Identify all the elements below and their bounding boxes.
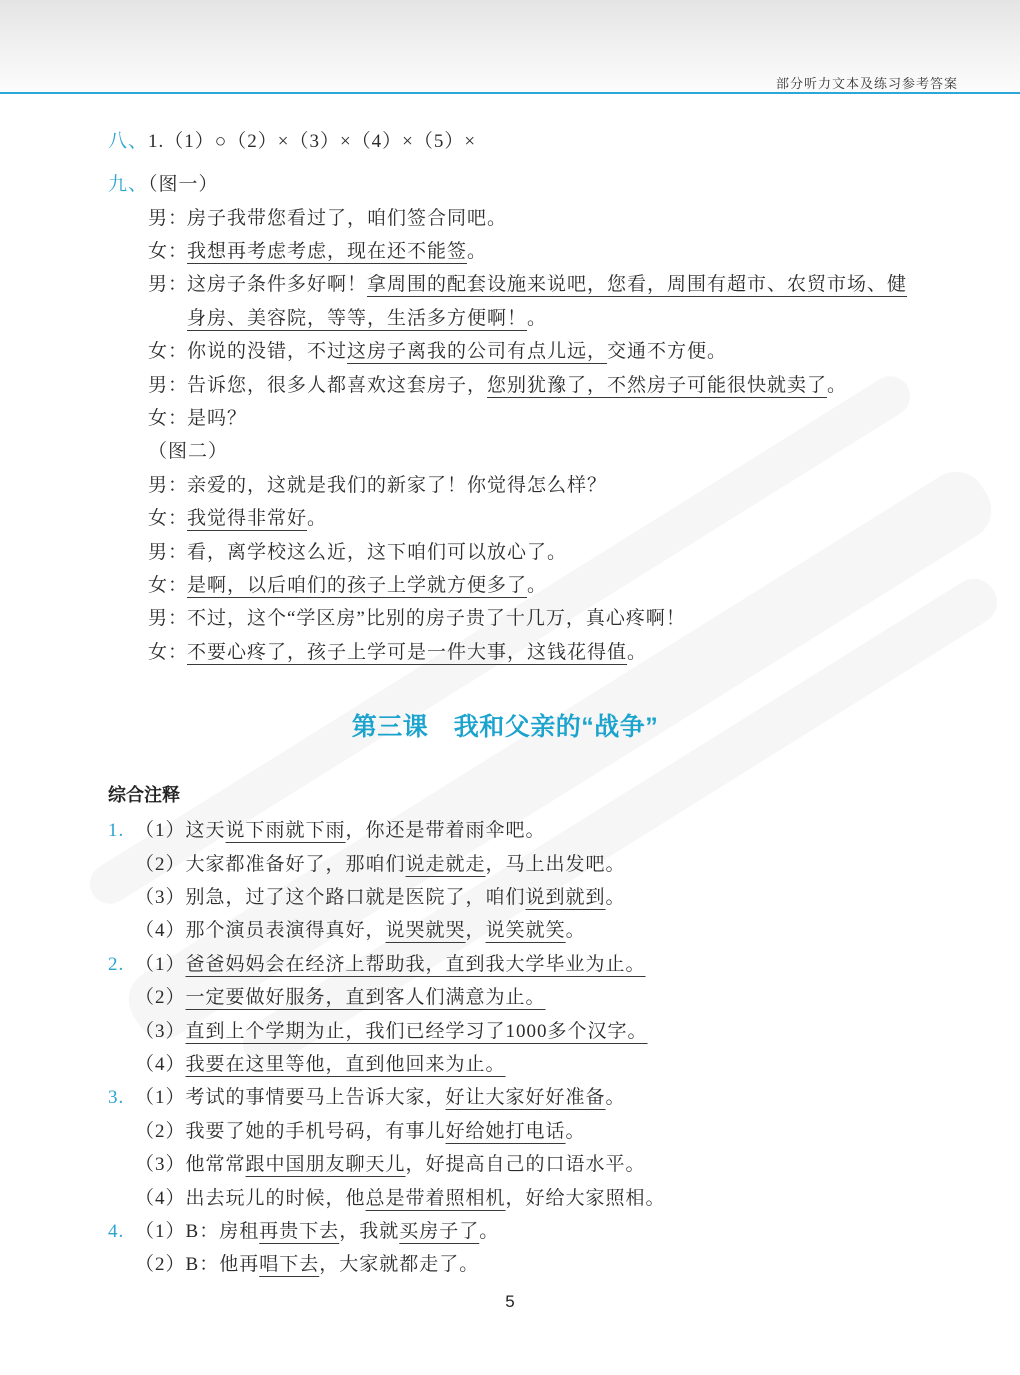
running-title: 部分听力文本及练习参考答案 [775, 76, 958, 91]
text-run: 交通不方便。 [607, 341, 728, 363]
text-run: 。 [527, 574, 548, 596]
underlined-answer: 我想再考虑考虑，现在还不能签 [187, 241, 468, 263]
lesson-title: 第三课 我和父亲的“战争” [351, 713, 659, 741]
section-heading: 综合注释 [108, 785, 180, 805]
text-run: ，你还是带着雨伞吧。 [345, 820, 546, 842]
text-run: 亲爱的，这就是我们的新家了！你觉得怎么样？ [187, 474, 608, 496]
underlined-answer: 好给她打电话 [445, 1120, 566, 1142]
underlined-answer: 您别犹豫了，不然房子可能很快就卖了 [487, 374, 828, 396]
underlined-answer: 这房子离我的公司有点儿远， [347, 341, 608, 363]
dialogue-line [108, 569, 907, 602]
text-run: B：房租 [185, 1220, 260, 1242]
text-run: 。 [479, 1220, 500, 1242]
page-number: 5 [505, 1292, 515, 1311]
item-label: （1） [135, 1087, 186, 1109]
speaker-label: 女： [148, 408, 189, 430]
exercise-item [108, 814, 666, 847]
speaker-label: 男： [148, 207, 189, 229]
speaker-label: 女： [148, 341, 189, 363]
exercise-item [108, 848, 666, 881]
question-9 [108, 168, 907, 669]
underlined-answer: 买房子了 [399, 1220, 480, 1242]
speaker-label: 男： [148, 474, 189, 496]
underlined-answer: 身房、美容院，等等，生活多方便啊！ [187, 307, 528, 329]
question-9-heading [108, 168, 907, 201]
exercise-item [108, 1248, 666, 1281]
text-run: 我要了她的手机号码，有事儿 [185, 1120, 446, 1142]
text-run: 他常常 [185, 1154, 246, 1176]
text-run: B：他再 [185, 1254, 260, 1276]
dialogue-line [108, 469, 907, 502]
underlined-answer: 跟中国朋友聊天儿 [245, 1154, 406, 1176]
speaker-label: 女： [148, 508, 189, 530]
underlined-answer: 一定要做好服务，直到客人们满意为止。 [185, 987, 546, 1009]
text-run: 看，离学校这么近，这下咱们可以放心了。 [187, 541, 568, 563]
item-label: （4） [135, 920, 186, 942]
underlined-answer: 我要在这里等他，直到他回来为止。 [185, 1054, 506, 1076]
figure-label: （图二） [148, 441, 229, 463]
exercise-number: 1. [108, 820, 125, 842]
underlined-answer: 爸爸妈妈会在经济上帮助我，直到我大学毕业为止。 [185, 953, 646, 975]
underlined-answer: 好让大家好好准备 [445, 1087, 606, 1109]
text-run: 这天 [185, 820, 226, 842]
dialogue-line [108, 636, 907, 669]
underlined-answer: 说走就走 [405, 853, 486, 875]
speaker-label: 男： [148, 541, 189, 563]
item-label: （3） [135, 1154, 186, 1176]
dialogue-line [108, 369, 907, 402]
text-run: 。 [565, 920, 586, 942]
item-label: （3） [135, 887, 186, 909]
exercise-item [108, 1182, 666, 1215]
speaker-label: 男： [148, 374, 189, 396]
dialogue-line [108, 268, 907, 301]
speaker-label: 男： [148, 608, 189, 630]
question-8-line [108, 125, 476, 158]
question-8-answers: 1.（1）○（2）×（3）×（4）×（5）× [148, 131, 477, 153]
item-label: （2） [135, 1254, 186, 1276]
exercise-item [108, 948, 666, 981]
exercise-item [108, 1115, 666, 1148]
underlined-answer: 说下雨就下雨 [225, 820, 346, 842]
exercise-number: 3. [108, 1087, 125, 1109]
dialogue-line [108, 202, 907, 235]
item-label: （2） [135, 987, 186, 1009]
exercise-item [108, 1081, 666, 1114]
speaker-label: 男： [148, 274, 189, 296]
speaker-label: 女： [148, 641, 189, 663]
question-8 [108, 125, 476, 158]
item-label: （1） [135, 953, 186, 975]
exercise-item [108, 1148, 666, 1181]
exercise-list [108, 814, 666, 1281]
underlined-answer: 直到上个学期为止，我们已经学习了1000多个汉字。 [185, 1020, 648, 1042]
dialogue-line [108, 502, 907, 535]
item-label: （4） [135, 1054, 186, 1076]
item-label: （2） [135, 853, 186, 875]
figure-label-line [108, 435, 907, 468]
text-run: 不过，这个“学区房”比别的房子贵了十几万，真心疼啊！ [187, 608, 686, 630]
text-run: 房子我带您看过了，咱们签合同吧。 [187, 207, 508, 229]
underlined-answer: 拿周围的配套设施来说吧，您看，周围有超市、农贸市场、健 [367, 274, 908, 296]
item-label: （1） [135, 1220, 186, 1242]
exercise-item [108, 981, 666, 1014]
text-run: ，好给大家照相。 [505, 1187, 666, 1209]
underlined-answer: 唱下去 [259, 1254, 320, 1276]
question-number: 九、 [108, 174, 149, 196]
text-run: 。 [565, 1120, 586, 1142]
exercise-item [108, 914, 666, 947]
figure-label: （图一） [148, 174, 219, 196]
dialogue-line [108, 536, 907, 569]
dialogue-line [108, 602, 907, 635]
text-run: 别急，过了这个路口就是医院了，咱们 [185, 887, 526, 909]
underlined-answer: 总是带着照相机 [365, 1187, 506, 1209]
text-run: 。 [467, 241, 488, 263]
underlined-answer: 再贵下去 [259, 1220, 340, 1242]
dialogue-line [108, 402, 907, 435]
item-label: （2） [135, 1120, 186, 1142]
text-run: 出去玩儿的时候，他 [185, 1187, 366, 1209]
exercise-number: 2. [108, 953, 125, 975]
text-run: 。 [627, 641, 648, 663]
dialogue-line [108, 302, 907, 335]
text-run: 大家都准备好了，那咱们 [185, 853, 406, 875]
text-run: ， [465, 920, 486, 942]
text-run: ，马上出发吧。 [485, 853, 626, 875]
item-label: （1） [135, 820, 186, 842]
dialogue-line [108, 335, 907, 368]
text-run: ，我就 [339, 1220, 400, 1242]
text-run: 考试的事情要马上告诉大家， [185, 1087, 446, 1109]
dialogue-line [108, 235, 907, 268]
text-run: 。 [307, 508, 328, 530]
text-run: 那个演员表演得真好， [185, 920, 386, 942]
question-number: 八、 [108, 131, 149, 153]
exercise-item [108, 1048, 666, 1081]
item-label: （3） [135, 1020, 186, 1042]
speaker-label: 女： [148, 241, 189, 263]
text-run: 。 [527, 307, 548, 329]
speaker-label: 女： [148, 574, 189, 596]
text-run: ，好提高自己的口语水平。 [405, 1154, 646, 1176]
text-run: 你说的没错，不过 [187, 341, 348, 363]
text-run: 。 [605, 1087, 626, 1109]
underlined-answer: 是啊，以后咱们的孩子上学就方便多了 [187, 574, 528, 596]
underlined-answer: 说哭就哭 [385, 920, 466, 942]
item-label: （4） [135, 1187, 186, 1209]
exercise-item [108, 881, 666, 914]
exercise-item [108, 1215, 666, 1248]
underlined-answer: 说到就到 [525, 887, 606, 909]
text-run: 。 [605, 887, 626, 909]
text-run: 。 [827, 374, 848, 396]
underlined-answer: 不要心疼了，孩子上学可是一件大事，这钱花得值 [187, 641, 628, 663]
text-run: ，大家就都走了。 [319, 1254, 480, 1276]
exercise-number: 4. [108, 1220, 125, 1242]
text-run: 这房子条件多好啊！ [187, 274, 368, 296]
underlined-answer: 我觉得非常好 [187, 508, 308, 530]
text-run: 告诉您，很多人都喜欢这套房子， [187, 374, 488, 396]
text-run: 是吗？ [187, 408, 248, 430]
exercise-item [108, 1015, 666, 1048]
underlined-answer: 说笑就笑 [485, 920, 566, 942]
